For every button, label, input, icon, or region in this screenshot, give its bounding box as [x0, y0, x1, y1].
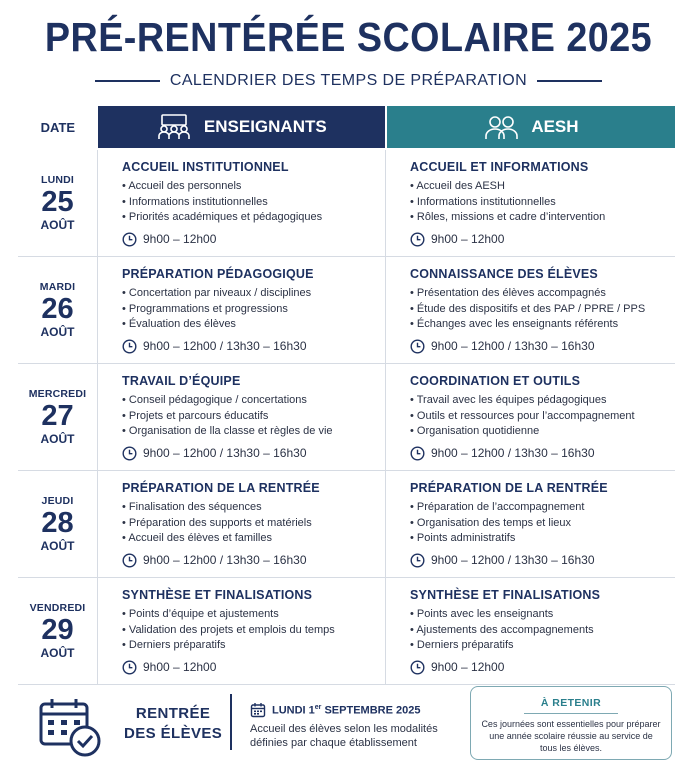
day-name: LUNDI — [40, 174, 75, 186]
day-cell — [18, 150, 98, 256]
header-aesh-label: AESH — [531, 117, 579, 136]
cell-list — [410, 393, 675, 440]
header-aesh — [387, 106, 675, 148]
clock-icon — [410, 660, 425, 675]
table-row — [18, 257, 675, 364]
day-name: VENDREDI — [29, 602, 86, 614]
clock-icon — [410, 553, 425, 568]
teachers-icon — [156, 114, 192, 140]
cell-ens — [98, 364, 386, 470]
list-item: • Finalisation des séquences — [122, 500, 385, 516]
cell-title: TRAVAIL D’ÉQUIPE — [122, 374, 241, 388]
header-enseignants-label: ENSEIGNANTS — [203, 117, 327, 136]
list-item: • Informations institutionnelles — [410, 195, 675, 211]
calendar-check-icon — [38, 696, 102, 758]
cell-title: SYNTHÈSE ET FINALISATIONS — [410, 588, 601, 602]
table-row — [18, 471, 675, 578]
clock-icon — [122, 339, 137, 354]
day-number: 29 — [41, 614, 74, 646]
page-subtitle: CALENDRIER DES TEMPS DE PRÉPARATION — [169, 72, 528, 89]
day-month: AOÛT — [40, 325, 75, 339]
list-item: • Échanges avec les enseignants référents — [410, 317, 675, 333]
a-retenir-rule — [524, 713, 618, 714]
list-item: • Priorités académiques et pédagogiques — [122, 210, 385, 226]
day-cell — [18, 364, 98, 470]
list-item: • Préparation de l’accompagnement — [410, 500, 675, 516]
day-month: AOÛT — [40, 539, 75, 553]
rentree-line2: DES ÉLÈVES — [124, 725, 223, 742]
rentree-date-sup: er — [314, 703, 322, 711]
header-enseignants — [98, 106, 385, 148]
day-cell — [18, 578, 98, 684]
list-item: • Points d’équipe et ajustements — [122, 607, 385, 623]
day-name: JEUDI — [41, 495, 74, 507]
schedule-table — [18, 150, 675, 685]
footer-divider — [230, 694, 232, 750]
table-row — [18, 578, 675, 685]
time-text: 9h00 – 12h00 / 13h30 – 16h30 — [143, 553, 307, 567]
rentree-date-text — [272, 704, 420, 717]
rentree-label — [124, 704, 222, 744]
page-title: PRÉ-RENTÉRÉE SCOLAIRE 2025 — [44, 14, 653, 60]
list-item: • Projets et parcours éducatifs — [122, 409, 385, 425]
cell-title: ACCUEIL INSTITUTIONNEL — [122, 160, 289, 174]
time-text: 9h00 – 12h00 — [431, 232, 505, 246]
list-item: • Validation des projets et emplois du temps — [122, 623, 385, 639]
cell-title: PRÉPARATION PÉDAGOGIQUE — [122, 267, 314, 281]
list-item: • Derniers préparatifs — [122, 638, 385, 654]
day-month: AOÛT — [40, 432, 75, 446]
cell-ens — [98, 150, 386, 256]
time-slot — [410, 553, 675, 568]
time-slot — [410, 660, 675, 675]
cell-ens — [98, 578, 386, 684]
day-cell — [18, 257, 98, 363]
list-item: • Points administratifs — [410, 531, 675, 547]
list-item: • Concertation par niveaux / disciplines — [122, 286, 385, 302]
list-item: • Accueil des élèves et familles — [122, 531, 385, 547]
clock-icon — [122, 446, 137, 461]
cell-title: COORDINATION ET OUTILS — [410, 374, 581, 388]
day-cell — [18, 471, 98, 577]
time-slot — [122, 553, 385, 568]
cell-title: ACCUEIL ET INFORMATIONS — [410, 160, 589, 174]
subtitle-rule-right — [537, 80, 602, 82]
time-slot — [410, 232, 675, 247]
clock-icon — [122, 232, 137, 247]
cell-aesh — [386, 150, 675, 256]
list-item: • Présentation des élèves accompagnés — [410, 286, 675, 302]
list-item: • Organisation quotidienne — [410, 424, 675, 440]
time-slot — [122, 446, 385, 461]
header-date: DATE — [40, 119, 76, 135]
cell-title: PRÉPARATION DE LA RENTRÉE — [410, 481, 608, 495]
list-item: • Informations institutionnelles — [122, 195, 385, 211]
subtitle-rule-left — [95, 80, 160, 82]
time-text: 9h00 – 12h00 — [143, 232, 217, 246]
list-item: • Ajustements des accompagnements — [410, 623, 675, 639]
list-item: • Préparation des supports et matériels — [122, 516, 385, 532]
calendar-icon — [250, 702, 266, 718]
list-item: • Organisation de lla classe et règles de vie — [122, 424, 385, 440]
a-retenir-box — [470, 686, 672, 760]
clock-icon — [122, 660, 137, 675]
cell-title: CONNAISSANCE DES ÉLÈVES — [410, 267, 598, 281]
rentree-description: Accueil des élèves selon les modalités définies par chaque établissement — [250, 723, 438, 749]
list-item: • Organisation des temps et lieux — [410, 516, 675, 532]
list-item: • Derniers préparatifs — [410, 638, 675, 654]
time-text: 9h00 – 12h00 / 13h30 – 16h30 — [431, 446, 595, 460]
cell-list — [410, 286, 675, 333]
time-text: 9h00 – 12h00 — [431, 660, 505, 674]
list-item: • Étude des dispositifs et des PAP / PPRE / PPS — [410, 302, 675, 318]
day-number: 28 — [41, 507, 74, 539]
list-item: • Accueil des personnels — [122, 179, 385, 195]
day-month: AOÛT — [40, 646, 75, 660]
day-name: MERCREDI — [28, 388, 87, 400]
cell-list — [410, 607, 675, 654]
list-item: • Programmations et progressions — [122, 302, 385, 318]
day-number: 26 — [41, 293, 74, 325]
time-slot — [122, 232, 385, 247]
a-retenir-text: Ces journées sont essentielles pour préparer une année scolaire réussie au service de tous les élèves. — [481, 719, 661, 753]
time-text: 9h00 – 12h00 — [143, 660, 217, 674]
cell-title: SYNTHÈSE ET FINALISATIONS — [122, 588, 313, 602]
cell-aesh — [386, 578, 675, 684]
list-item: • Points avec les enseignants — [410, 607, 675, 623]
list-item: • Travail avec les équipes pédagogiques — [410, 393, 675, 409]
day-month: AOÛT — [40, 218, 75, 232]
table-row — [18, 364, 675, 471]
cell-aesh — [386, 257, 675, 363]
rentree-line1: RENTRÉE — [135, 705, 211, 722]
cell-ens — [98, 471, 386, 577]
cell-aesh — [386, 471, 675, 577]
day-number: 27 — [41, 400, 74, 432]
cell-list — [122, 393, 385, 440]
clock-icon — [410, 232, 425, 247]
time-slot — [410, 446, 675, 461]
list-item: • Rôles, missions et cadre d’intervention — [410, 210, 675, 226]
cell-list — [122, 286, 385, 333]
clock-icon — [122, 553, 137, 568]
cell-list — [122, 607, 385, 654]
list-item: • Conseil pédagogique / concertations — [122, 393, 385, 409]
time-slot — [122, 339, 385, 354]
a-retenir-title: À RETENIR — [540, 697, 602, 709]
cell-list — [122, 179, 385, 226]
table-header — [18, 106, 675, 148]
table-row — [18, 150, 675, 257]
clock-icon — [410, 446, 425, 461]
cell-ens — [98, 257, 386, 363]
rentree-date-suffix: SEPTEMBRE 2025 — [321, 704, 421, 717]
cell-title: PRÉPARATION DE LA RENTRÉE — [122, 481, 320, 495]
cell-list — [410, 179, 675, 226]
clock-icon — [410, 339, 425, 354]
list-item: • Outils et ressources pour l’accompagnement — [410, 409, 675, 425]
people-icon — [483, 114, 519, 140]
rentree-date — [250, 702, 420, 718]
day-number: 25 — [41, 186, 74, 218]
cell-list — [122, 500, 385, 547]
time-slot — [410, 339, 675, 354]
time-text: 9h00 – 12h00 / 13h30 – 16h30 — [431, 553, 595, 567]
list-item: • Accueil des AESH — [410, 179, 675, 195]
time-slot — [122, 660, 385, 675]
cell-aesh — [386, 364, 675, 470]
rentree-date-prefix: LUNDI 1 — [272, 704, 315, 717]
day-name: MARDI — [39, 281, 76, 293]
time-text: 9h00 – 12h00 / 13h30 – 16h30 — [143, 339, 307, 353]
cell-list — [410, 500, 675, 547]
list-item: • Évaluation des élèves — [122, 317, 385, 333]
time-text: 9h00 – 12h00 / 13h30 – 16h30 — [431, 339, 595, 353]
footer — [18, 684, 675, 760]
subtitle-bar — [0, 70, 697, 92]
time-text: 9h00 – 12h00 / 13h30 – 16h30 — [143, 446, 307, 460]
